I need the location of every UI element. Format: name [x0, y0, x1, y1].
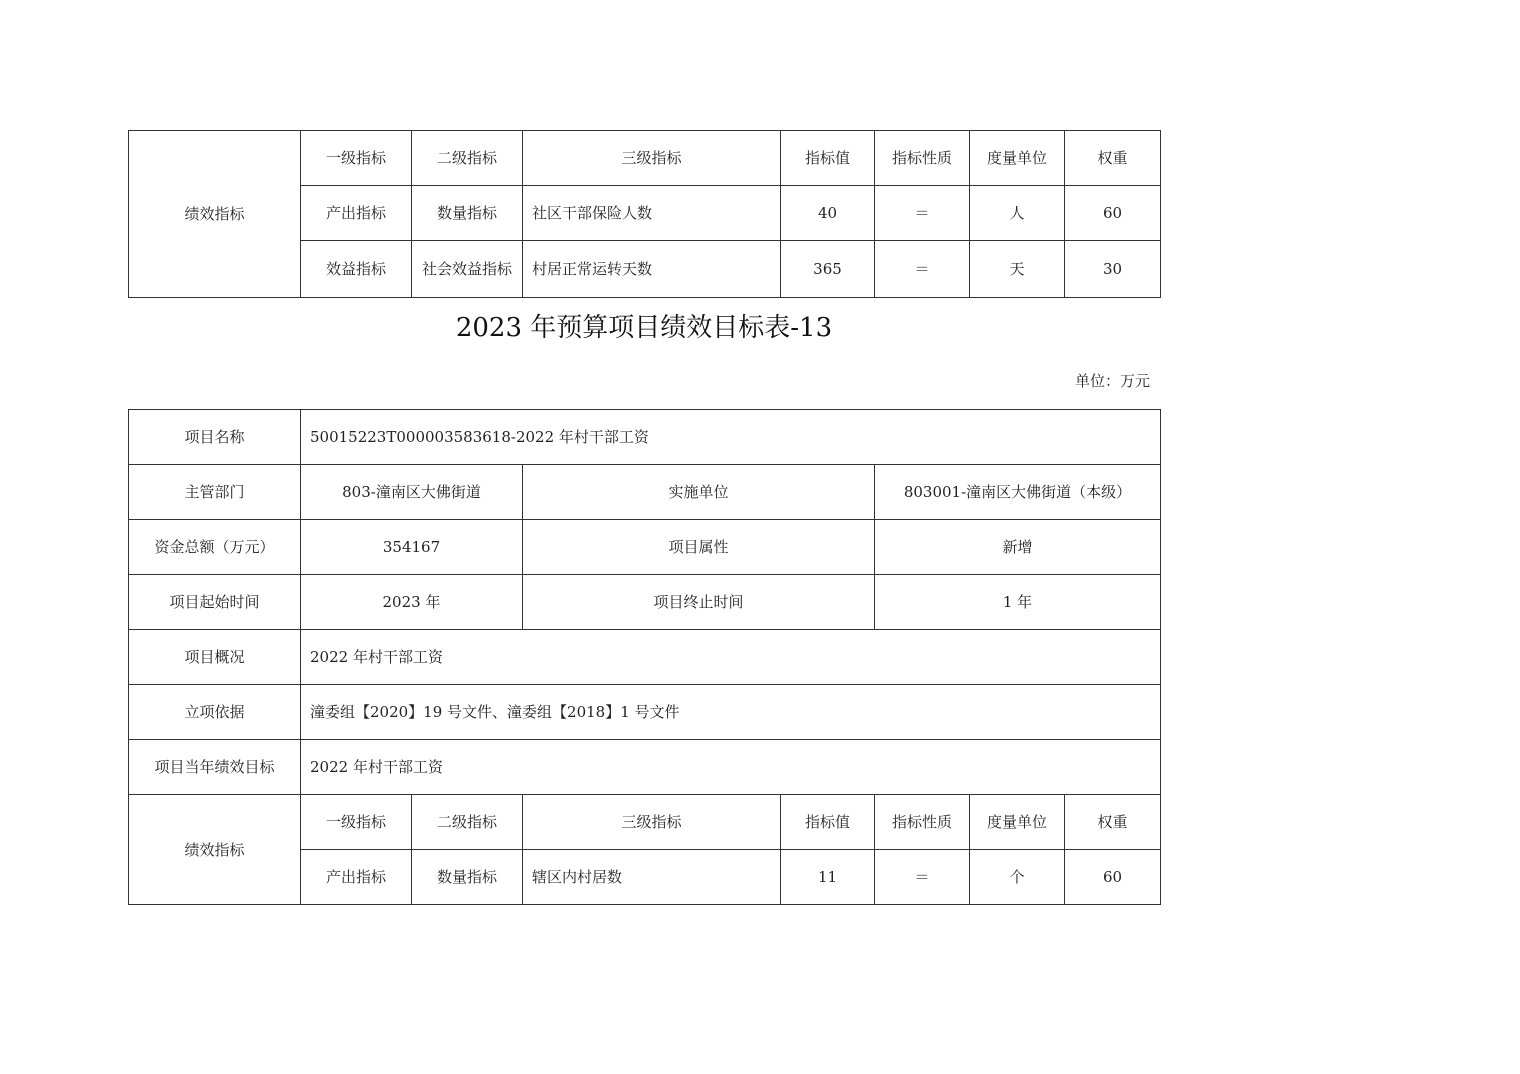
header-level2: 二级指标	[412, 131, 523, 186]
cell-level2: 社会效益指标	[412, 241, 523, 298]
overview-value: 2022 年村干部工资	[301, 630, 1161, 685]
goal-value: 2022 年村干部工资	[301, 740, 1161, 795]
cell-value: 365	[781, 241, 875, 298]
cell-unit: 天	[970, 241, 1065, 298]
header-level1: 一级指标	[301, 131, 412, 186]
period-row	[129, 575, 1161, 630]
department-value: 803-潼南区大佛街道	[301, 465, 523, 520]
cell-nature: ＝	[875, 850, 970, 905]
cell-level3: 村居正常运转天数	[523, 241, 781, 298]
header-level3: 三级指标	[523, 131, 781, 186]
cell-level3: 辖区内村居数	[523, 850, 781, 905]
header-weight: 权重	[1065, 131, 1161, 186]
header-level3: 三级指标	[523, 795, 781, 850]
department-label: 主管部门	[129, 465, 301, 520]
cell-nature: ＝	[875, 241, 970, 298]
basis-row	[129, 685, 1161, 740]
goal-label: 项目当年绩效目标	[129, 740, 301, 795]
funds-label: 资金总额（万元）	[129, 520, 301, 575]
cell-level2: 数量指标	[412, 186, 523, 241]
project-table	[128, 409, 1161, 905]
department-row	[129, 465, 1161, 520]
indicator-header-row	[129, 795, 1161, 850]
funds-value: 354167	[301, 520, 523, 575]
funds-row	[129, 520, 1161, 575]
cell-unit: 个	[970, 850, 1065, 905]
project-name-row	[129, 410, 1161, 465]
implementer-label: 实施单位	[523, 465, 875, 520]
indicator-group-label: 绩效指标	[129, 795, 301, 905]
cell-value: 40	[781, 186, 875, 241]
table-header-row	[129, 131, 1161, 186]
project-name-value: 50015223T000003583618-2022 年村干部工资	[301, 410, 1161, 465]
cell-nature: ＝	[875, 186, 970, 241]
attribute-label: 项目属性	[523, 520, 875, 575]
header-nature: 指标性质	[875, 131, 970, 186]
header-value: 指标值	[781, 131, 875, 186]
cell-level2: 数量指标	[412, 850, 523, 905]
header-level1: 一级指标	[301, 795, 412, 850]
overview-label: 项目概况	[129, 630, 301, 685]
cell-weight: 30	[1065, 241, 1161, 298]
attribute-value: 新增	[875, 520, 1161, 575]
unit-note: 单位：万元	[1074, 372, 1150, 390]
cell-unit: 人	[970, 186, 1065, 241]
goal-row	[129, 740, 1161, 795]
end-time-value: 1 年	[875, 575, 1161, 630]
top-indicator-table	[128, 130, 1161, 298]
indicator-group-label: 绩效指标	[129, 131, 301, 298]
header-level2: 二级指标	[412, 795, 523, 850]
cell-level1: 效益指标	[301, 241, 412, 298]
project-name-label: 项目名称	[129, 410, 301, 465]
cell-level1: 产出指标	[301, 186, 412, 241]
cell-level1: 产出指标	[301, 850, 412, 905]
implementer-value: 803001-潼南区大佛街道（本级）	[875, 465, 1161, 520]
cell-value: 11	[781, 850, 875, 905]
start-time-label: 项目起始时间	[129, 575, 301, 630]
document-title: 2023 年预算项目绩效目标表-13	[455, 313, 833, 343]
cell-weight: 60	[1065, 850, 1161, 905]
overview-row	[129, 630, 1161, 685]
header-unit: 度量单位	[970, 131, 1065, 186]
end-time-label: 项目终止时间	[523, 575, 875, 630]
start-time-value: 2023 年	[301, 575, 523, 630]
header-unit: 度量单位	[970, 795, 1065, 850]
basis-value: 潼委组【2020】19 号文件、潼委组【2018】1 号文件	[301, 685, 1161, 740]
cell-level3: 社区干部保险人数	[523, 186, 781, 241]
cell-weight: 60	[1065, 186, 1161, 241]
header-value: 指标值	[781, 795, 875, 850]
header-weight: 权重	[1065, 795, 1161, 850]
header-nature: 指标性质	[875, 795, 970, 850]
basis-label: 立项依据	[129, 685, 301, 740]
